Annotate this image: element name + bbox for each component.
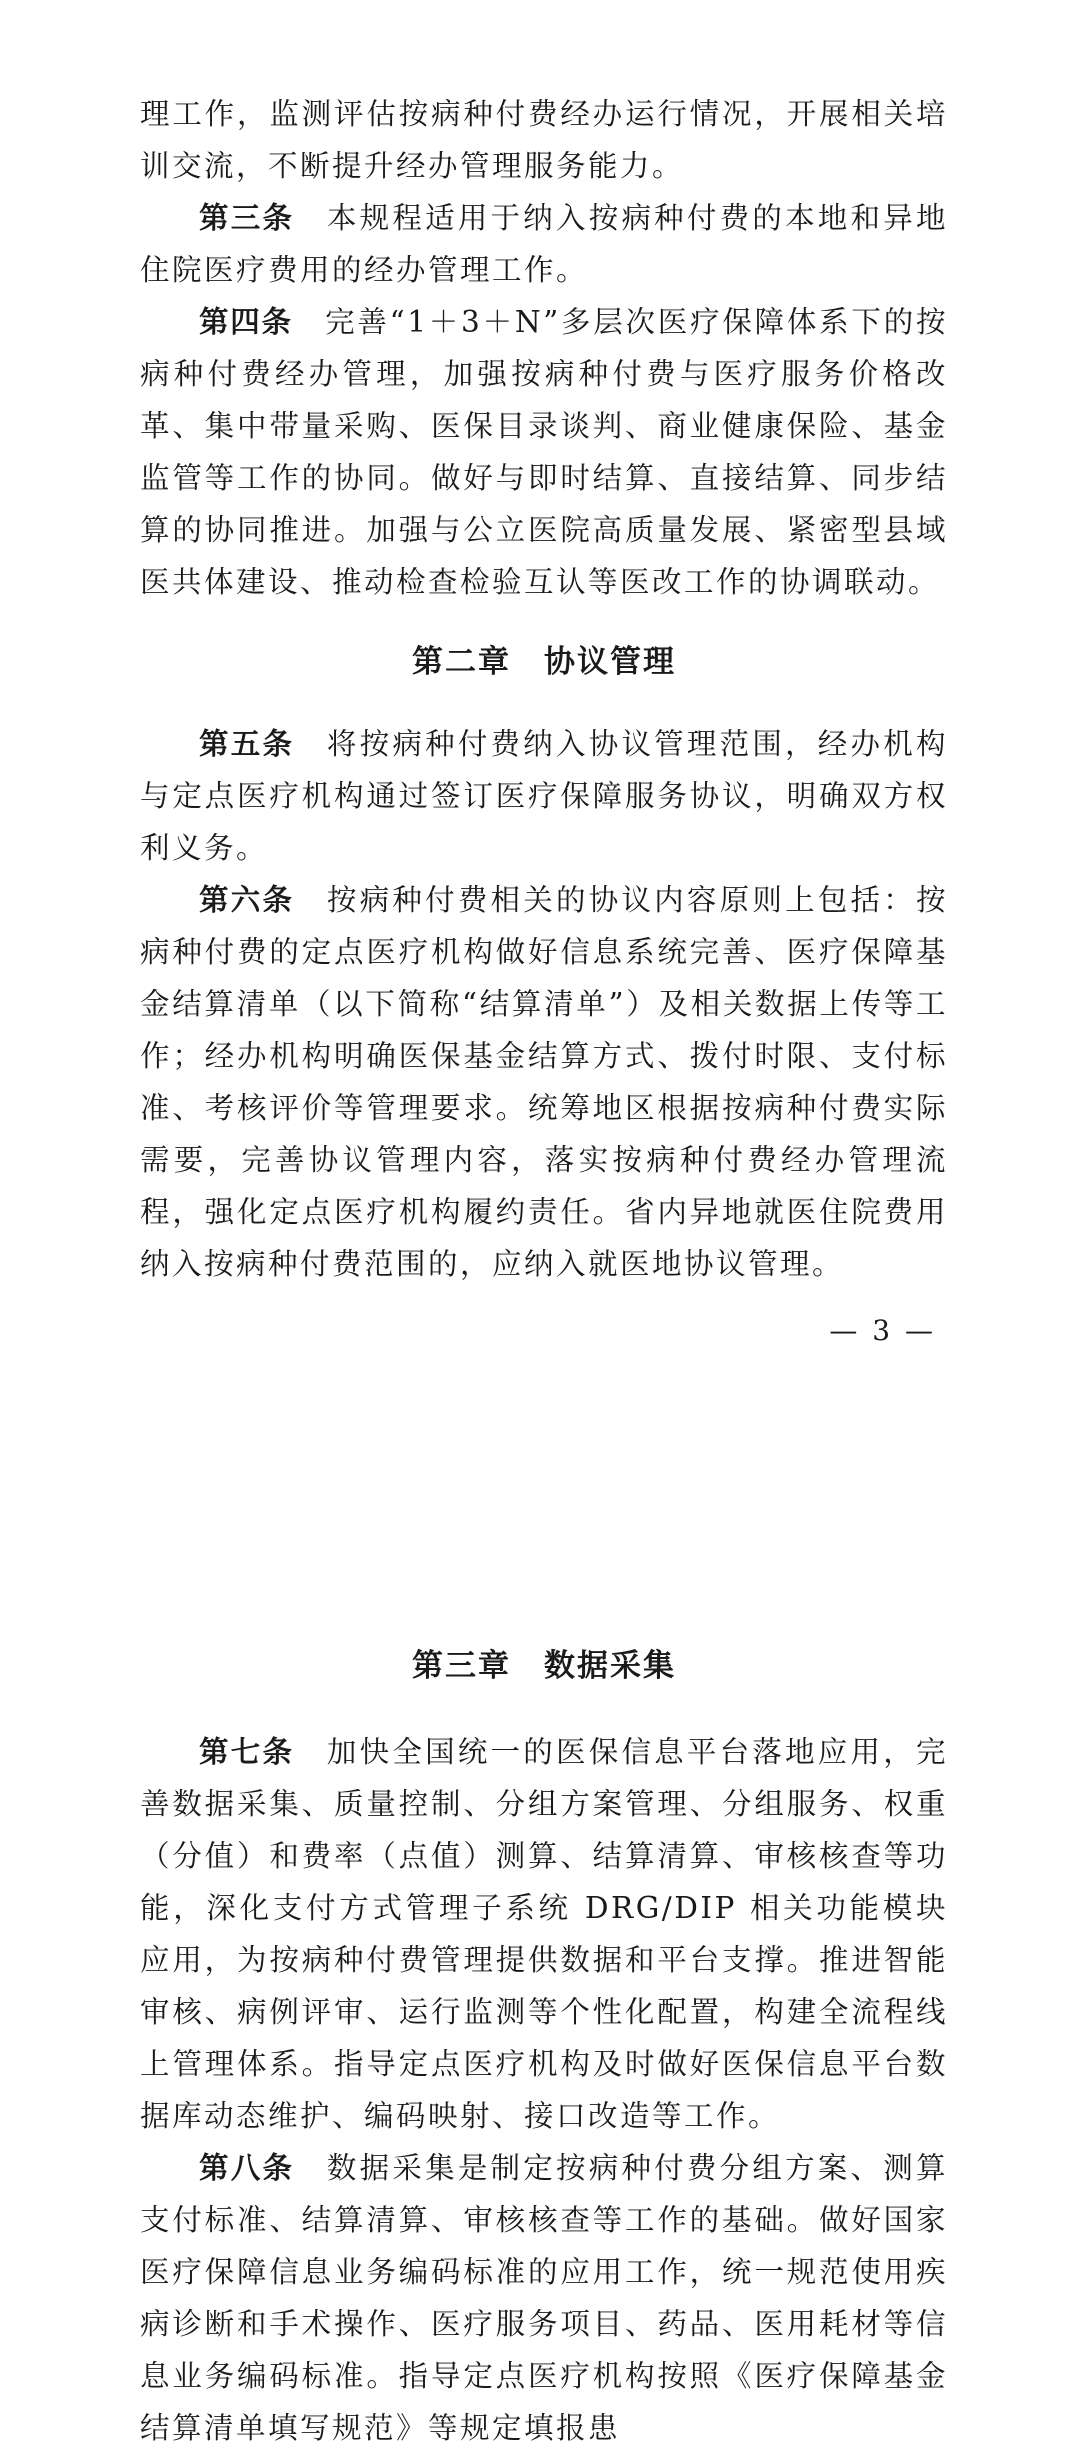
article-3-text: 本规程适用于纳入按病种付费的本地和异地住院医疗费用的经办管理工作。 — [140, 201, 948, 287]
chapter-2-heading: 第二章 协议管理 — [412, 644, 676, 680]
document-page-4 — [0, 1640, 1088, 2454]
article-4-text: 完善“1＋3＋N”多层次医疗保障体系下的按病种付费经办管理，加强按病种付费与医疗服务价格改革、集中带量采购、医保目录谈判、商业健康保险、基金监管等工作的协同。做好与即时结算、直接结算、同步结算的协同推进。加强与公立医院高质量发展、紧密型县域医共体建设、推动检查检验互认等医改工作的协调联动。 — [140, 305, 948, 599]
article-7 — [140, 1726, 948, 2142]
article-5 — [140, 718, 948, 874]
paragraph-continuation: 理工作，监测评估按病种付费经办运行情况，开展相关培训交流，不断提升经办管理服务能力。 — [140, 97, 948, 183]
article-4-label: 第四条 — [199, 305, 293, 339]
article-8-text: 数据采集是制定按病种付费分组方案、测算支付标准、结算清算、审核核查等工作的基础。做好国家医疗保障信息业务编码标准的应用工作，统一规范使用疾病诊断和手术操作、医疗服务项目、药品、医用耗材等信息业务编码标准。指导定点医疗机构按照《医疗保障基金结算清单填写规范》等规定填报患 — [140, 2151, 948, 2445]
chapter-3-heading: 第三章 数据采集 — [412, 1648, 676, 1684]
article-5-label: 第五条 — [199, 727, 295, 761]
article-3-label: 第三条 — [199, 201, 295, 235]
article-5-text: 将按病种付费纳入协议管理范围，经办机构与定点医疗机构通过签订医疗保障服务协议，明确双方权利义务。 — [140, 727, 948, 865]
article-4 — [140, 296, 948, 608]
page-number: — 3 — — [829, 1314, 936, 1347]
article-8 — [140, 2142, 948, 2454]
article-8-label: 第八条 — [199, 2151, 295, 2185]
article-6-label: 第六条 — [199, 883, 295, 917]
article-3 — [140, 192, 948, 296]
article-6-text: 按病种付费相关的协议内容原则上包括：按病种付费的定点医疗机构做好信息系统完善、医疗保障基金结算清单（以下简称“结算清单”）及相关数据上传等工作；经办机构明确医保基金结算方式、拨付时限、支付标准、考核评价等管理要求。统筹地区根据按病种付费实际需要，完善协议管理内容，落实按病种付费经办管理流程，强化定点医疗机构履约责任。省内异地就医住院费用纳入按病种付费范围的，应纳入就医地协议管理。 — [140, 883, 948, 1281]
article-6 — [140, 874, 948, 1290]
article-7-text: 加快全国统一的医保信息平台落地应用，完善数据采集、质量控制、分组方案管理、分组服务、权重（分值）和费率（点值）测算、结算清算、审核核查等功能，深化支付方式管理子系统 DRG/DIP 相关功能模块应用，为按病种付费管理提供数据和平台支撑。推进智能审核、病例评审、运行监测等个性化配置，构建全流程线上管理体系。指导定点医疗机构及时做好医保信息平台数据库动态维护、编码映射、接口改造等工作。 — [140, 1735, 948, 2133]
document-page-3 — [0, 88, 1088, 1347]
article-7-label: 第七条 — [199, 1735, 295, 1769]
